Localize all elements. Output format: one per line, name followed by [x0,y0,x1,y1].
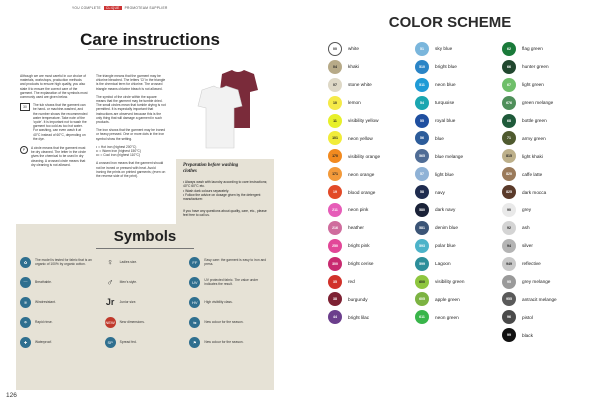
iron-setting-hot: • = Hot iron (highest 200°C) [96,144,137,149]
care-column-1 [20,74,88,172]
color-swatch-row [502,308,590,326]
prep-item: • Always wash with laundry according to care instructions; 40°C 60°C etc. [183,180,268,189]
symbol-item [105,252,186,272]
prep-item: • Follow the advice on dosage given by the detergent manufacturer. [183,192,261,202]
color-swatch-chip: 54 [415,96,429,110]
color-name: caffe latte [522,171,543,177]
iron-settings-list [96,145,166,158]
symbol-item [189,272,270,292]
color-name: bright cerise [348,261,374,267]
color-swatch-chip: 51 [415,42,429,56]
color-name: blood orange [348,189,376,195]
symbol-item [105,272,186,292]
color-swatch-row [328,112,416,130]
symbol-item [189,332,270,352]
color-name: bright blue [435,64,457,70]
symbols-divider [96,248,194,249]
color-name: visibility orange [348,153,381,159]
windproof-icon: ≋ [20,297,31,308]
symbol-description: Rapid rinse. [35,320,53,324]
color-name: visibility green [435,279,465,285]
color-name: neon blue [435,82,456,88]
color-name: blue [435,135,444,141]
color-swatch-chip: 67 [502,78,516,92]
color-swatch-chip: 170 [328,149,342,163]
color-name: polar blue [435,243,456,249]
dryclean-text: A circle means that the garment must be dry cleaned. The letter in the circle gives the chemical to be used in dry cleaning. A crossed circle means that dry cleaning is not allowed. [31,146,86,167]
color-swatch-row [502,183,590,201]
color-swatch-row [415,112,503,130]
color-name: dark navy [435,207,456,213]
color-swatch-chip: 171 [328,167,342,181]
rain-icon: ☂ [20,317,31,328]
color-swatch-row [328,219,416,237]
color-name: royal blue [435,118,456,123]
junior-icon: Jr [105,297,115,307]
color-swatch-row [328,183,416,201]
symbol-item [105,292,186,312]
ecolabel-icon: ✿ [20,257,31,268]
color-swatch-row [415,147,503,165]
female-icon: ♀ [106,257,114,267]
color-name: light khaki [522,153,543,159]
color-swatch-chip: 90 [502,203,516,217]
breathable-icon: 〰 [20,277,31,288]
fashion-fit-icon: FF [189,257,200,268]
color-swatch-row [328,165,416,183]
color-name: reflective [522,261,541,267]
color-swatch-row [502,219,590,237]
color-swatch-row [415,201,503,219]
symbol-description: Ladies size. [119,260,138,264]
color-swatch-row [415,219,503,237]
color-swatch-row [502,165,590,183]
symbol-item [20,332,101,352]
color-swatch-row [415,40,503,58]
color-name: lemon [348,100,361,106]
color-name: neon pink [348,207,369,213]
color-swatch-chip: 57 [415,167,429,181]
male-icon: ♂ [106,277,114,287]
color-swatch-chip: 68 [502,114,516,128]
color-name: black [522,332,533,338]
symbol-description: Junior size. [119,300,137,304]
color-swatch-chip: 250 [328,239,342,253]
tshirts-photo [194,68,258,160]
color-swatch-row [502,40,590,58]
color-column-2 [415,40,503,326]
color-swatch-chip: 593 [415,239,429,253]
color-swatch-chip: 55 [415,114,429,128]
color-swatch-row [328,255,416,273]
symbol-description: Men's style. [119,280,137,284]
color-swatch-chip: 10 [328,96,342,110]
breadcrumb-item-2: CLIQUE [105,6,120,10]
symbol-item [189,312,270,332]
color-name: antracit melange [522,296,557,302]
symbol-description: High visibility class. [204,300,233,304]
color-name: silver [522,243,533,249]
color-swatch-row [502,290,590,308]
iron-setting-cool: ••• = Cool iron (highest 110°C) [96,153,141,158]
color-name: ash [522,225,530,231]
color-swatch-row [328,201,416,219]
color-column-3 [502,40,590,344]
color-name: grey [522,207,532,213]
color-swatch-chip: 96 [502,310,516,324]
color-swatch-row [502,58,590,76]
color-name: Lagoon [435,261,451,267]
color-swatch-chip: 95 [502,275,516,289]
color-swatch-chip: 949 [502,257,516,271]
color-swatch-row [502,237,590,255]
color-swatch-row [415,255,503,273]
color-name: visibility yellow [348,118,379,123]
symbol-description: Windresistant. [35,300,56,304]
color-name: army green [522,135,546,141]
color-name: neon orange [348,171,375,177]
symbol-description: UV protected fabric. The value under indicates the result. [204,278,259,286]
symbol-item [20,272,101,292]
color-swatch-row [415,308,503,326]
color-swatch-chip: 19 [328,185,342,199]
color-swatch-chip: 66 [502,60,516,74]
color-name: heather [348,225,364,231]
color-name: burgundy [348,296,368,302]
color-swatch-row [415,94,503,112]
color-name: green melange [522,100,554,106]
tumble-text: The symbol of the circle within the square means that the garment may be tumble dried. The small circles mean that tumble drying is not permitted. It is especially important that instructions are observed because this is the only thing that will damage a garment in such products. [96,94,166,125]
high-vis-icon: HV [189,297,200,308]
color-swatch-chip: 92 [502,221,516,235]
color-swatch-chip: 62 [502,42,516,56]
color-name: denim blue [435,225,458,231]
color-swatch-chip: 11 [328,114,342,128]
color-swatch-chip: 510 [415,60,429,74]
page-number: 126 [6,392,17,399]
color-name: red [348,279,355,285]
color-name: light blue [435,171,454,177]
color-swatch-chip: 07 [328,78,342,92]
symbol-description: Spread fed. [119,340,137,344]
color-name: bright lilac [348,314,370,320]
color-swatch-row [328,290,416,308]
flag-icon: ⚑ [189,337,200,348]
color-name: white [348,46,359,52]
color-swatch-chip: 676 [502,96,516,110]
preparation-contact-note: If you have any questions about quality, care, etc., please feel free to call us. [183,209,267,218]
color-swatch-chip: 611 [415,310,429,324]
color-swatch-chip: 38 [328,292,342,306]
color-swatch-row [328,94,416,112]
color-swatch-row [415,273,503,291]
symbol-item [20,252,101,272]
dry-clean-circle-icon: P [20,146,28,154]
color-swatch-row [415,129,503,147]
color-name: bottle green [522,118,547,123]
wash-tub-icon: 30 [20,103,30,111]
color-name: apple green [435,296,460,302]
color-swatch-chip: 56 [415,131,429,145]
waterproof-icon: ✚ [20,337,31,348]
color-swatch-chip: 216 [328,221,342,235]
color-swatch-chip: 820 [502,167,516,181]
wash-text: The tub shows that the garment can be hand- or machine-washed, and the number shows the recommended water temperature. Take note of the 'cycle'. It is important not to wash the garment too cold as too hot water. For washing, can even wash it at 40°C instead of 60°C, depending on the dye. [33,103,88,141]
color-swatch-row [328,58,416,76]
symbol-item [105,332,186,352]
iron-note: A crossed iron means that the garment should not be ironed or pressed with heat. Avoid ironing the prints on printed garments; (even on the reverse side of the print). [96,161,166,179]
prep-item: • Wash dark colours separately. [183,188,230,193]
color-name: navy [435,189,445,195]
color-swatch-chip: 44 [328,310,342,324]
color-swatch-row [415,165,503,183]
color-swatch-chip: 94 [502,239,516,253]
color-name: blue melange [435,153,464,159]
symbol-description: The model is tested for fabric that is an organic of 100% by organic cotton. [35,258,92,266]
color-swatch-row [328,308,416,326]
care-instructions-title: Care instructions [80,30,220,49]
new-icon: NEW [105,317,116,328]
color-name: dark mocca [522,189,547,195]
care-intro: Although we are most careful in our choice of materials, workshops, production methods and products to ensure high quality, you also state it to ensure the correct care of the garment. The explanation of the symbols most commonly used are given below. [20,74,88,100]
color-swatch-chip: 04 [328,60,342,74]
color-name: bright pink [348,243,370,249]
preparation-list [183,180,269,201]
color-swatch-chip: 211 [328,203,342,217]
color-swatch-chip: 605 [415,292,429,306]
color-swatch-chip: 599 [415,257,429,271]
bleach-text: The triangle means that the garment may be chlorine bleached. The letters 'Cl' in the triangle is the chemical term for chlorine. The crossed triangle means chlorine bleach is not allowed. [96,74,166,91]
special-icon: SP [105,337,116,348]
color-swatch-row [328,76,416,94]
color-swatch-row [415,183,503,201]
color-swatch-row [415,290,503,308]
care-symbol-wash [20,103,88,141]
color-swatch-chip: 300 [328,257,342,271]
color-swatch-row [502,129,590,147]
color-name: neon green [435,314,459,320]
iron-setting-warm: •• = Warm iron (highest 150°C) [96,149,142,154]
symbol-description: Easy care: the garment is easy to iron and press. [204,258,267,266]
symbol-item [189,252,270,272]
color-name: khaki [348,64,359,70]
color-swatch-row [415,76,503,94]
color-name: pistol [522,314,533,320]
color-swatch-row [328,40,416,58]
color-swatch-row [502,201,590,219]
symbol-item [105,312,186,332]
color-name: stone white [348,82,372,88]
symbol-item [20,292,101,312]
color-name: sky blue [435,46,453,52]
color-swatch-row [502,273,590,291]
color-swatch-chip: 58 [415,185,429,199]
breadcrumb-item-3: PROMOTEAM SUPPLIER [124,6,168,10]
color-swatch-row [502,255,590,273]
color-swatch-chip: 600 [415,275,429,289]
preparation-title: Preparation before washing clothes [183,163,239,174]
color-swatch-chip: 815 [502,149,516,163]
color-swatch-chip: 581 [415,221,429,235]
color-swatch-row [502,147,590,165]
color-swatch-chip: 580 [415,203,429,217]
color-swatch-row [502,112,590,130]
color-swatch-row [328,237,416,255]
top-breadcrumb [72,6,168,10]
color-swatch-chip: 955 [502,292,516,306]
color-swatch-chip: 71 [502,131,516,145]
color-swatch-chip: 99 [502,328,516,342]
uv-icon: UV [189,277,200,288]
iron-text: The iron shows that the garment may be ironed or heavy pressed. One or more dots in the iron symbol show the setting. [96,128,166,141]
symbol-description: Breathable. [35,280,52,284]
symbol-description: New dimensions. [119,320,145,324]
color-swatch-row [415,58,503,76]
color-name: hunter green [522,64,549,70]
symbols-title: Symbols [113,228,177,245]
color-swatch-row [502,326,590,344]
symbols-grid [20,252,270,352]
color-name: turquoise [435,100,455,106]
color-swatch-chip: 35 [328,275,342,289]
color-name: neon yellow [348,135,373,141]
symbol-description: New colour for the season. [204,340,244,344]
color-column-1 [328,40,416,326]
color-swatch-row [328,147,416,165]
color-swatch-row [502,94,590,112]
breadcrumb-item-1: YOU COMPLETE [72,6,101,10]
color-swatch-row [328,129,416,147]
symbol-description: Waterproof. [35,340,53,344]
care-symbol-dryclean [20,146,88,167]
symbol-item [20,312,101,332]
color-swatch-chip: 00 [328,42,342,56]
stretch-icon: ⇆ [189,317,200,328]
care-column-2 [96,74,166,182]
symbol-description: New colour for the season. [204,320,244,324]
title-divider [88,49,212,50]
color-name: grey melange [522,279,551,285]
color-name: light green [522,82,544,88]
color-name: flag green [522,46,543,52]
color-swatch-chip: 565 [415,149,429,163]
color-swatch-row [502,76,590,94]
color-scheme-title: COLOR SCHEME [388,14,512,31]
color-swatch-row [415,237,503,255]
color-swatch-chip: 825 [502,185,516,199]
color-swatch-row [328,273,416,291]
color-swatch-chip: 101 [328,131,342,145]
color-swatch-chip: 511 [415,78,429,92]
symbol-item [189,292,270,312]
